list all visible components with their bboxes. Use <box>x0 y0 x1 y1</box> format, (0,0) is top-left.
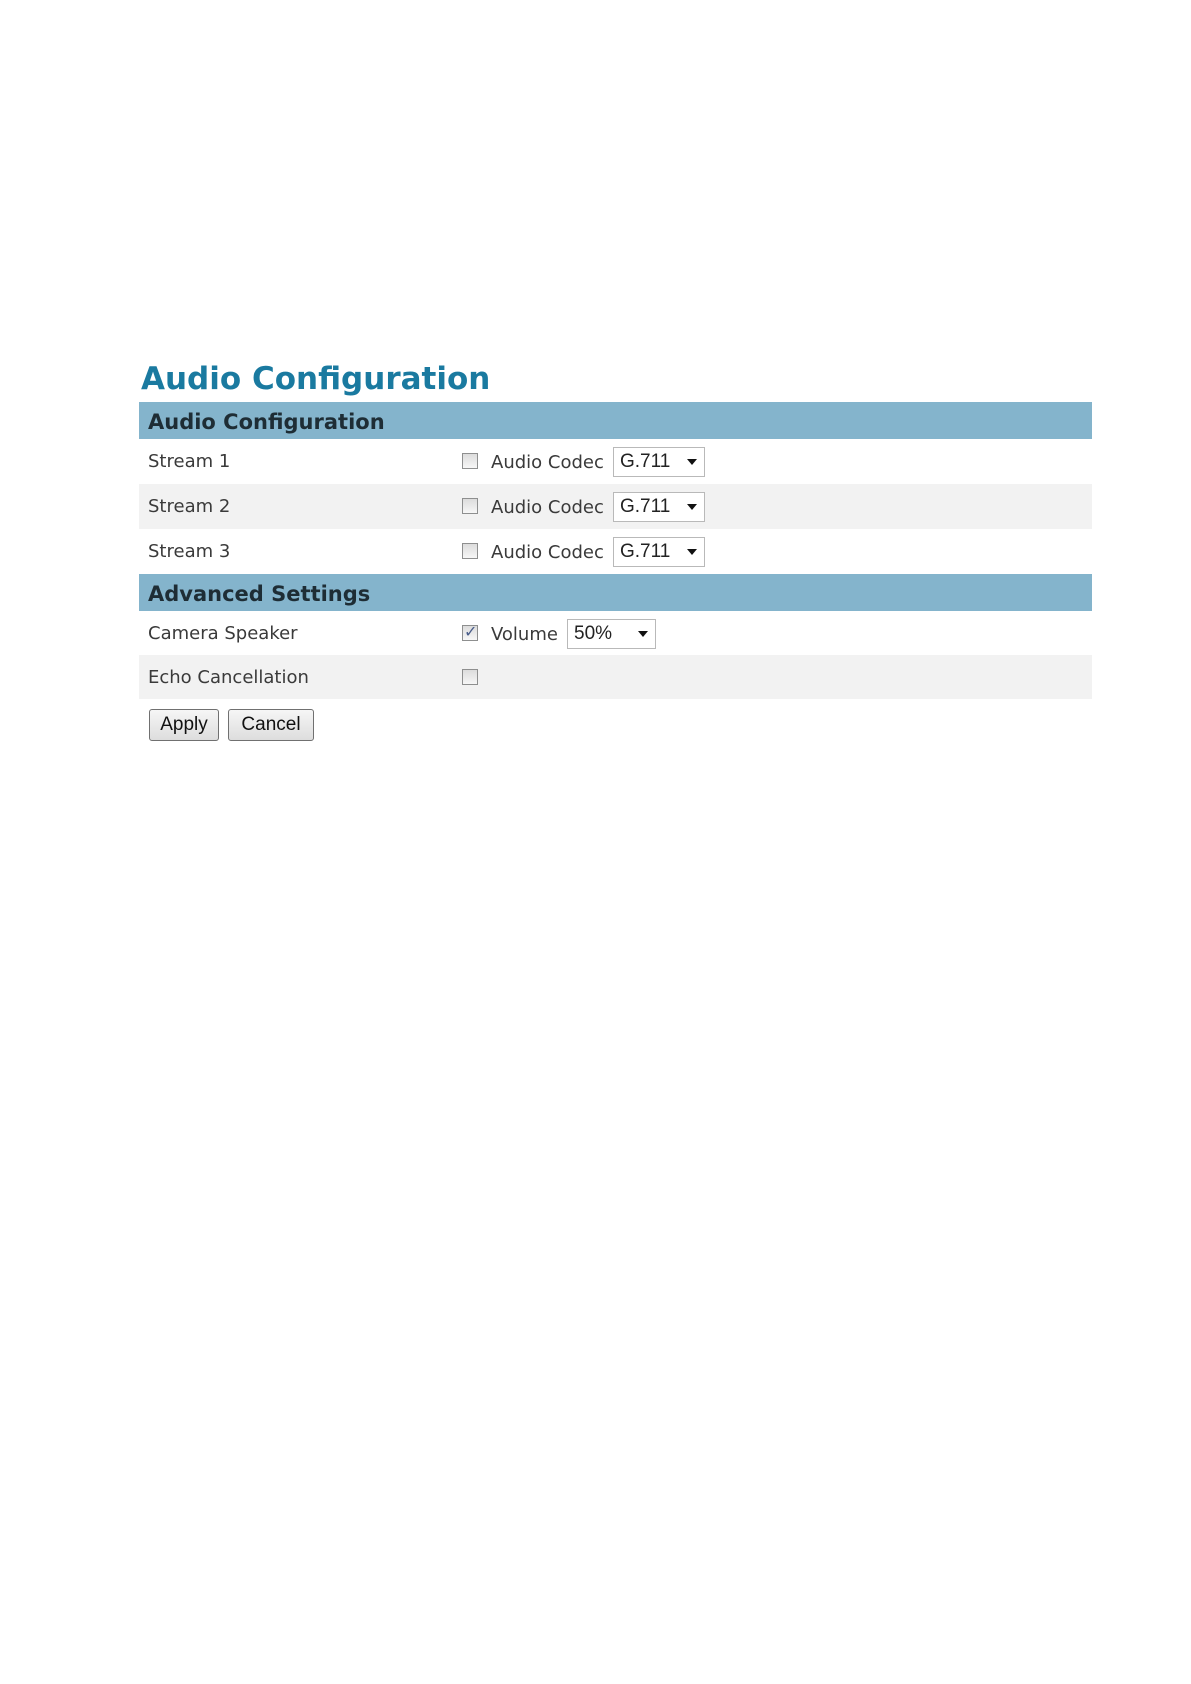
stream-2-codec-value: G.711 <box>620 496 671 517</box>
section-header-audio-configuration: Audio Configuration <box>139 402 1092 439</box>
volume-select[interactable] <box>567 619 656 649</box>
stream-3-row <box>139 529 1092 574</box>
stream-1-codec-select[interactable] <box>613 447 705 477</box>
stream-3-codec-value: G.711 <box>620 541 671 562</box>
stream-2-enable-checkbox[interactable] <box>462 498 478 514</box>
form-actions <box>139 699 1092 745</box>
apply-button[interactable]: Apply <box>149 709 219 741</box>
stream-1-enable-checkbox[interactable] <box>462 453 478 469</box>
stream-2-audio-codec-label: Audio Codec <box>491 497 604 518</box>
stream-1-codec-value: G.711 <box>620 451 671 472</box>
stream-2-row <box>139 484 1092 529</box>
stream-1-audio-codec-label: Audio Codec <box>491 452 604 473</box>
chevron-down-icon <box>687 459 697 465</box>
stream-3-label: Stream 3 <box>148 541 231 562</box>
camera-speaker-checkbox[interactable] <box>462 625 478 641</box>
echo-cancellation-label: Echo Cancellation <box>148 667 309 688</box>
section-header-advanced-settings: Advanced Settings <box>139 574 1092 611</box>
cancel-button[interactable]: Cancel <box>228 709 314 741</box>
stream-3-enable-checkbox[interactable] <box>462 543 478 559</box>
camera-speaker-label: Camera Speaker <box>148 623 298 644</box>
chevron-down-icon <box>638 631 648 637</box>
stream-1-row <box>139 439 1092 484</box>
chevron-down-icon <box>687 549 697 555</box>
page-title: Audio Configuration <box>141 361 491 397</box>
echo-cancellation-checkbox[interactable] <box>462 669 478 685</box>
stream-2-codec-select[interactable] <box>613 492 705 522</box>
volume-label: Volume <box>491 624 558 645</box>
stream-3-audio-codec-label: Audio Codec <box>491 542 604 563</box>
stream-2-label: Stream 2 <box>148 496 231 517</box>
volume-value: 50% <box>574 623 613 644</box>
chevron-down-icon <box>687 504 697 510</box>
stream-1-label: Stream 1 <box>148 451 231 472</box>
audio-config-panel <box>139 356 1092 745</box>
camera-speaker-row <box>139 611 1092 655</box>
stream-3-codec-select[interactable] <box>613 537 705 567</box>
echo-cancellation-row <box>139 655 1092 699</box>
